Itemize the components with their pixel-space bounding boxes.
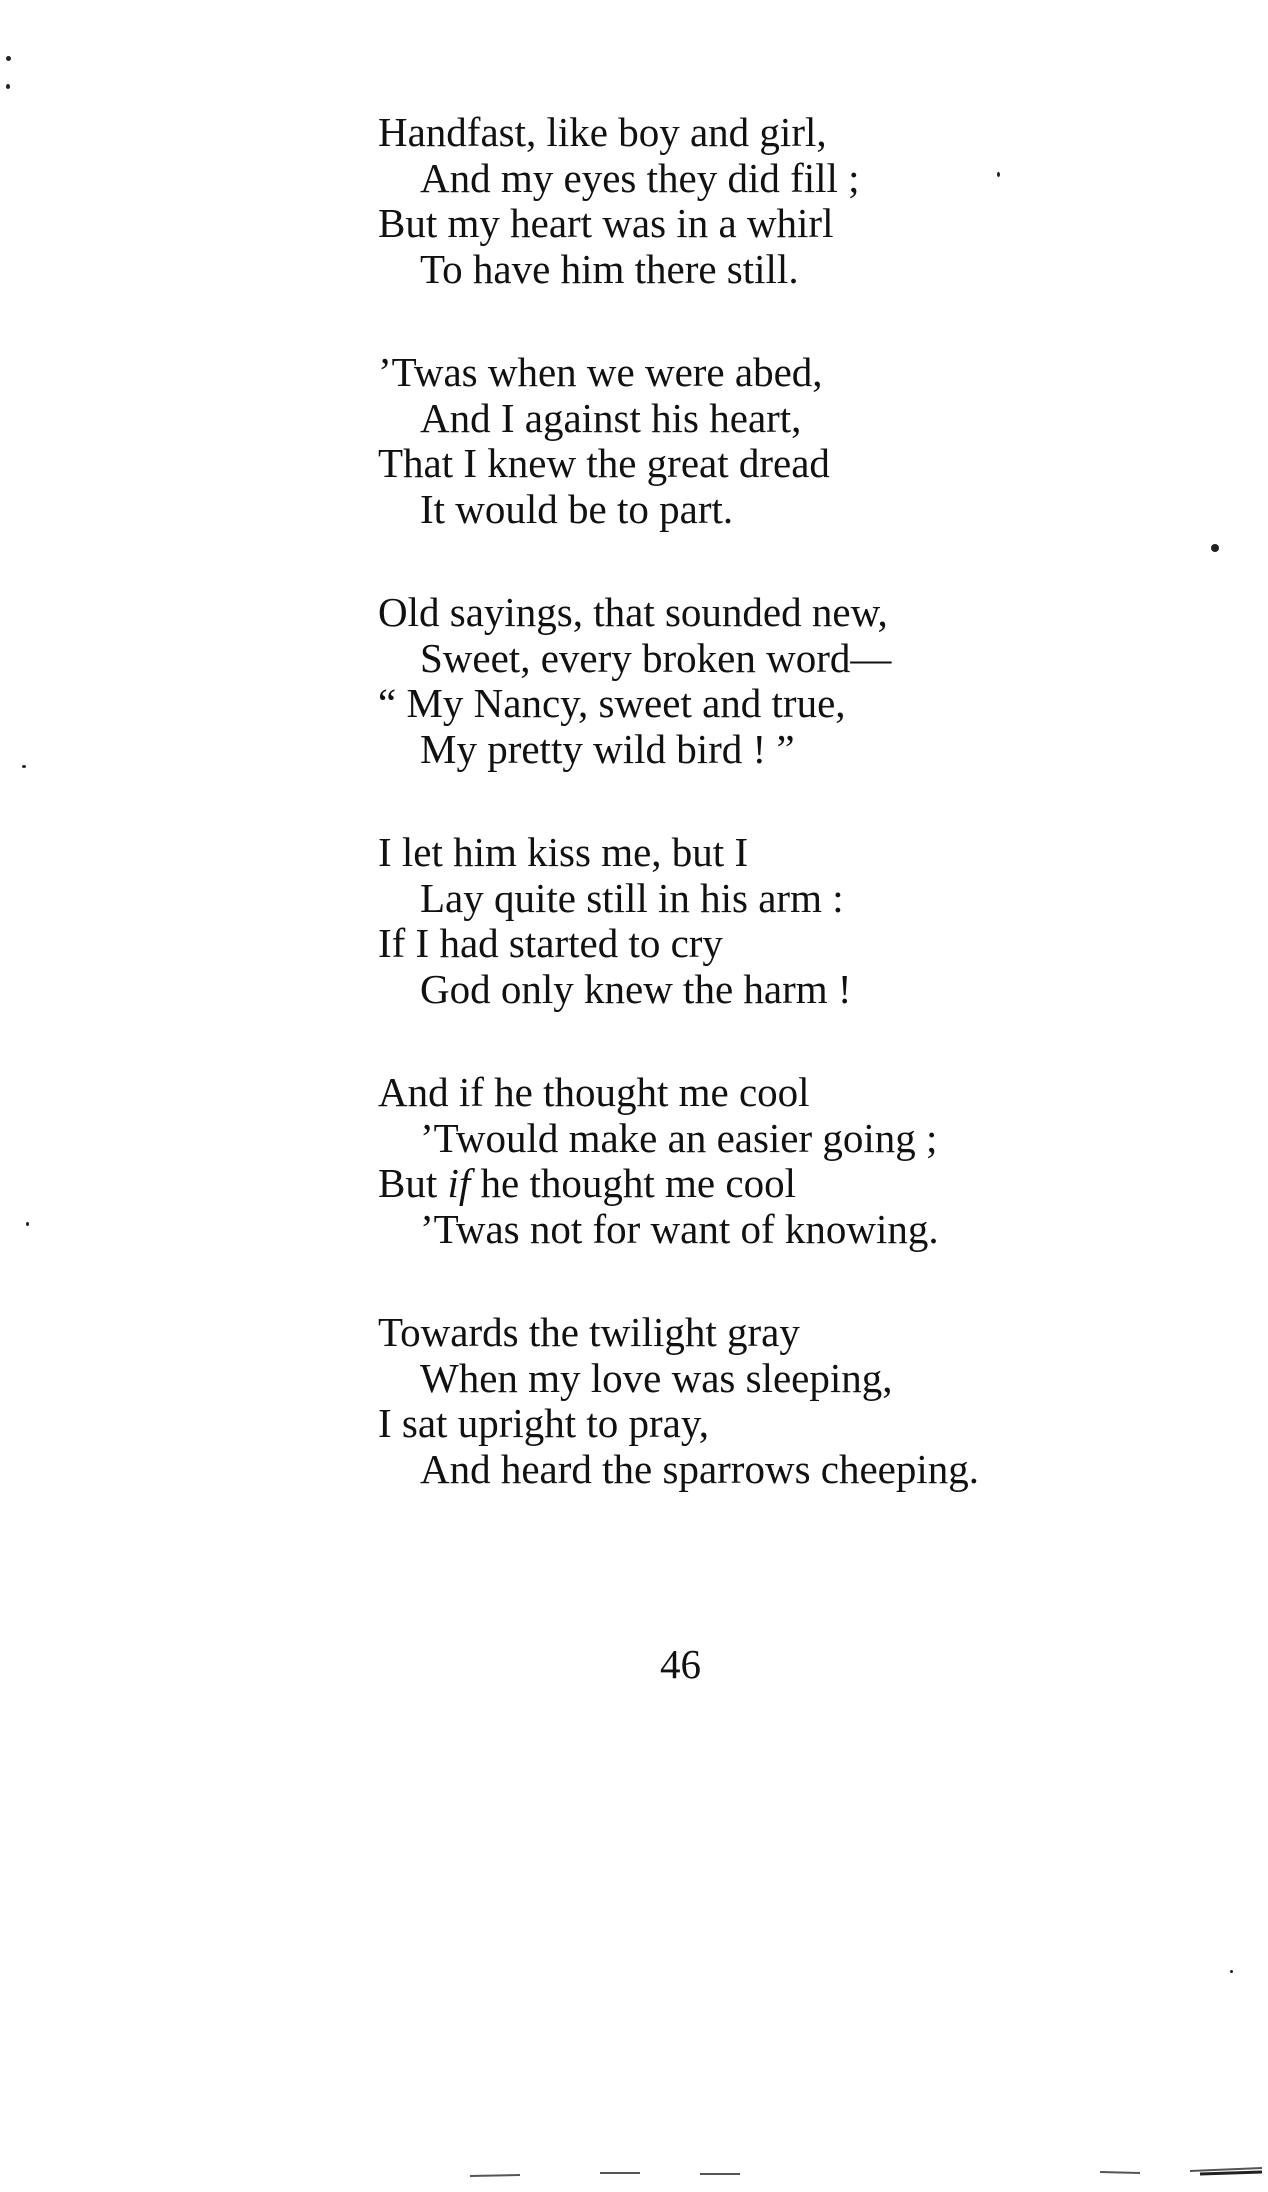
stanza-6 <box>378 1310 1138 1492</box>
poem-line: And if he thought me cool <box>378 1069 810 1115</box>
poem-line: It would be to part. <box>420 485 734 532</box>
bottom-scan-noise <box>0 2162 1268 2192</box>
poem-line: But my heart was in a whirl <box>378 200 834 246</box>
poem-line: ’Twould make an easier going ; <box>420 1114 938 1161</box>
poem-line: I let him kiss me, but I <box>378 829 749 875</box>
poem-line-part: But <box>378 1160 448 1206</box>
scan-speck <box>26 1222 29 1226</box>
poem-line: When my love was sleeping, <box>420 1354 893 1401</box>
poem-line: Towards the twilight gray <box>378 1309 800 1355</box>
poem-line: Lay quite still in his arm : <box>420 874 844 921</box>
poem-line: I sat upright to pray, <box>378 1400 709 1446</box>
poem-line: And heard the sparrows cheeping. <box>420 1445 980 1492</box>
poem-line-emphasis: if <box>447 1160 471 1206</box>
scan-speck <box>1230 1970 1233 1973</box>
poem-line <box>378 1161 1138 1207</box>
poem-line: That I knew the great dread <box>378 440 830 486</box>
poem-line: Old sayings, that sounded new, <box>378 589 888 635</box>
stanza-4 <box>378 830 1138 1012</box>
poem-line: And my eyes they did fill ; <box>420 154 860 201</box>
scan-speck <box>1211 544 1219 552</box>
poem-line: Handfast, like boy and girl, <box>378 109 827 155</box>
stanza-3 <box>378 590 1138 772</box>
poem-line: If I had started to cry <box>378 920 723 966</box>
stanza-5 <box>378 1070 1138 1252</box>
poem <box>378 110 1138 1550</box>
stanza-1 <box>378 110 1138 292</box>
poem-line: My pretty wild bird ! ” <box>420 725 795 772</box>
poem-line: God only knew the harm ! <box>420 965 852 1012</box>
scan-speck <box>997 172 1000 177</box>
poem-line: And I against his heart, <box>420 394 802 441</box>
poem-line-part: he thought me cool <box>470 1160 796 1206</box>
poem-line: ’Twas not for want of knowing. <box>420 1205 939 1252</box>
page-number: 46 <box>660 1641 701 1687</box>
poem-line: “ My Nancy, sweet and true, <box>378 680 846 726</box>
scan-speck <box>6 56 11 61</box>
poem-line: Sweet, every broken word— <box>420 634 892 681</box>
stanza-2 <box>378 350 1138 532</box>
scan-speck <box>22 765 26 768</box>
poem-line: To have him there still. <box>420 245 799 292</box>
scan-speck <box>6 84 10 89</box>
poem-line: ’Twas when we were abed, <box>378 349 823 395</box>
